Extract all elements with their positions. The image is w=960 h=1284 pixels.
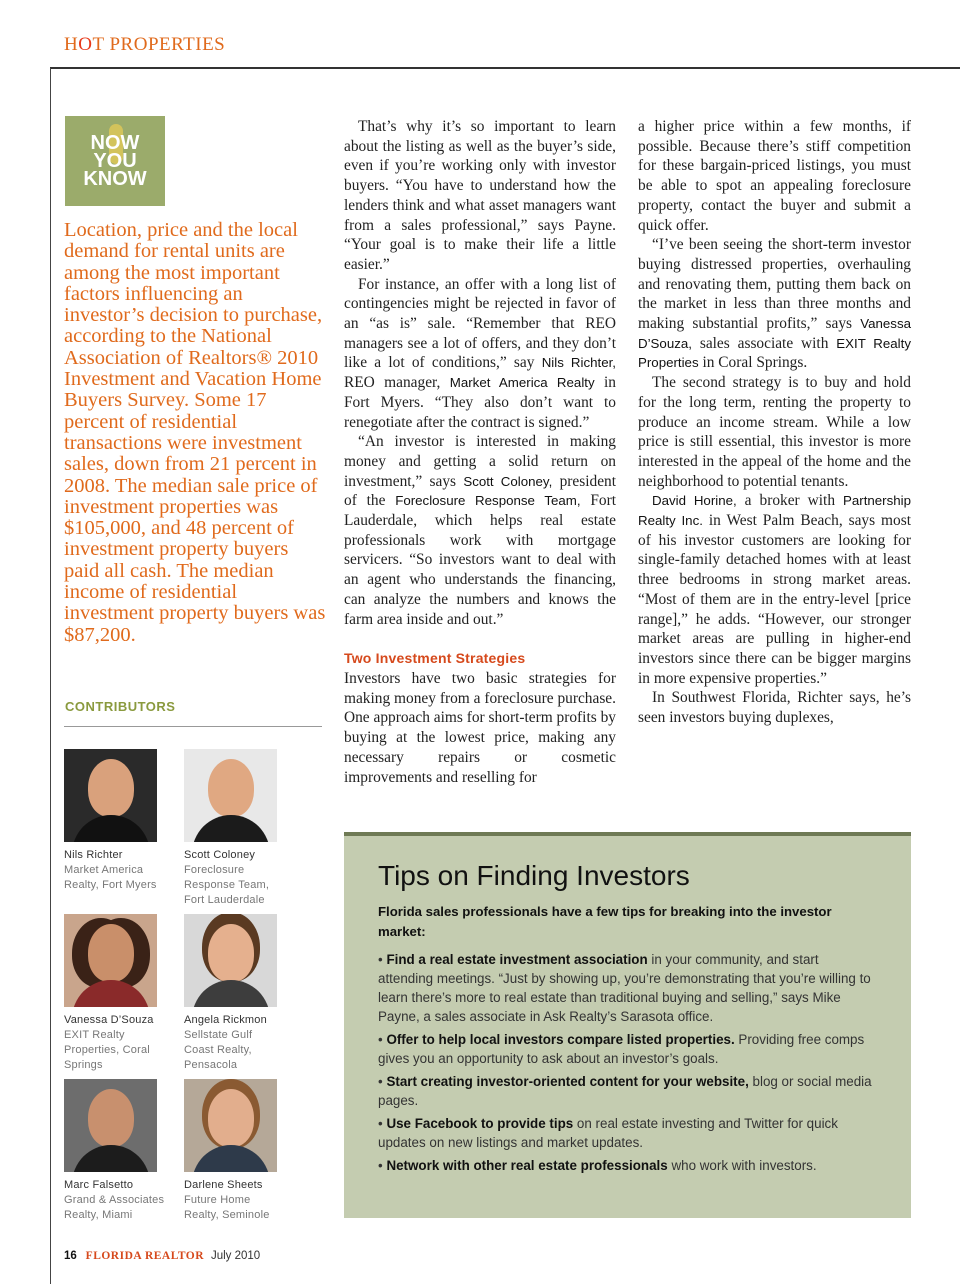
now-you-know-box [65, 116, 165, 206]
article-column-1 [344, 117, 616, 787]
contributor-affiliation: Grand & Associates Realty, Miami [64, 1194, 165, 1221]
contributor-card [64, 749, 184, 893]
contributor-card [64, 1079, 184, 1223]
person-name: Nils Richter, [541, 355, 617, 371]
company-name: Foreclosure Response Team, [395, 493, 581, 509]
now-you-know-word: NOW [90, 132, 140, 154]
article-paragraph: David Horine, a broker with Partnership Realty Inc. in West Palm Beach, says most of his investor customers are looking for single-family detached homes with at least three bedrooms in strong market areas. “Most of them are in the entry-level [price range],” he adds. “However, our stronger market areas are pulling in higher-end investors since there can be bigger margins in more expensive properties.” [638, 492, 911, 687]
tips-sidebar [344, 832, 911, 1218]
contributor-name: Nils Richter [64, 849, 123, 861]
contributor-photo [184, 749, 277, 842]
bullet-icon: • [378, 952, 383, 967]
article-column-2 [638, 117, 911, 728]
company-name: Market America Realty [449, 375, 595, 391]
article-paragraph: In Southwest Florida, Richter says, he’s seen investors buying duplexes, [638, 689, 911, 727]
header-prefix: H [64, 34, 79, 55]
contributor-card [184, 749, 304, 908]
contributors-rule [64, 726, 322, 727]
tip-item: • Find a real estate investment association in your community, and start attending meetings. “Just by showing up, you’re demonstrating that you’re willing to learn there’s more to real estate than traditional buying and selling,” says Mike Payne, a sales associate in Ask Realty’s Sarasota office. [378, 952, 871, 1024]
company-name: Partnership Realty Inc. [638, 493, 911, 529]
tip-item: • Offer to help local investors compare listed properties. Providing free comps gives you an opportunity to ask about an investor’s goals. [378, 1032, 865, 1066]
contributor-name: Scott Coloney [184, 849, 256, 861]
contributor-name: Marc Falsetto [64, 1179, 134, 1191]
flame-icon: O [78, 34, 93, 55]
bullet-icon: • [378, 1158, 383, 1173]
contributor-photo [64, 749, 157, 842]
section-header [64, 34, 225, 56]
article-paragraph: The second strategy is to buy and hold for the long term, renting the property to produce an income stream. While a low price is still essential, this investor is more interested in the appeal of the home and the neighborhood to potential tenants. [638, 374, 911, 490]
contributor-photo [184, 1079, 277, 1172]
contributor-name: Angela Rickmon [184, 1014, 267, 1026]
person-name: David Horine, [652, 493, 737, 509]
tips-title: Tips on Finding Investors [378, 860, 690, 891]
contributor-card [64, 914, 184, 1073]
article-paragraph: For instance, an offer with a long list of contingencies might be rejected in favor of an “as is” sale. “Remember that REO managers see a lot of offers, and they don’t like a lot of conditions,” say Nils Richter, REO manager, Market America Realty in Fort Myers. “They also don’t want to renegotiate after the contract is signed.” [344, 275, 617, 431]
bullet-icon: • [378, 1032, 383, 1047]
article-paragraph: a higher price within a few months, if possible. Because there’s stiff competition for these bargain-priced listings, you must be able to spot an appealing foreclosure property, contact the buyer and submit a quick offer. [638, 118, 911, 234]
contributor-photo [184, 914, 277, 1007]
contributor-affiliation: Market America Realty, Fort Myers [64, 864, 157, 891]
article-paragraph: Investors have two basic strategies for making money from a foreclosure purchase. One approach aims for short-term profits by buying at the lowest price, making any necessary repairs or cosmetic improvements and reselling for [344, 669, 616, 786]
page-number: 16 [64, 1250, 77, 1262]
tip-item: • Network with other real estate professionals who work with investors. [378, 1158, 817, 1173]
now-you-know-word: YOU [93, 150, 137, 172]
sidebar-fact-text: Location, price and the local demand for rental units are among the most important factors influencing an investor’s decision to purchase, according to the National Association of Realtors® 2010 Investment and Vacation Home Buyers Survey. Some 17 percent of residential transactions were investment sales, down from 21 percent in 2008. The median sale price of investment properties was $105,000, and 48 percent of investment property buyers paid all cash. The median income of residential investment property buyers was $87,200. [64, 219, 326, 646]
header-rule [50, 67, 960, 69]
contributor-name: Vanessa D’Souza [64, 1014, 154, 1026]
contributors-heading: CONTRIBUTORS [65, 699, 176, 714]
header-suffix: T PROPERTIES [92, 34, 226, 55]
contributor-name: Darlene Sheets [184, 1179, 263, 1191]
article-subhead: Two Investment Strategies [344, 650, 526, 667]
bullet-icon: • [378, 1074, 383, 1089]
contributor-affiliation: EXIT Realty Properties, Coral Springs [64, 1029, 150, 1071]
issue-date: July 2010 [210, 1250, 261, 1262]
article-paragraph: “An investor is interested in making money and getting a solid return on investment,” says Scott Coloney, president of the Foreclosure Response Team, Fort Lauderdale, which helps real estate professionals work with mortgage servicers. “So investors want to deal with an agent who understands the financing, can analyze the numbers and knows the farm area inside and out.” [344, 433, 616, 628]
tip-item: • Use Facebook to provide tips on real estate investing and Twitter for quick updates on new listings and market updates. [378, 1116, 838, 1150]
person-name: Scott Coloney, [463, 473, 553, 489]
now-you-know-label [65, 134, 165, 188]
person-name: Vanessa D’Souza, [638, 316, 911, 351]
tips-intro: Florida sales professionals have a few tips for breaking into the investor market: [378, 904, 832, 939]
company-name: EXIT Realty Properties [638, 335, 911, 371]
page-footer [64, 1250, 260, 1262]
contributor-card [184, 914, 304, 1073]
contributor-affiliation: Sellstate Gulf Coast Realty, Pensacola [184, 1029, 253, 1071]
contributor-card [184, 1079, 304, 1223]
contributor-photo [64, 1079, 157, 1172]
contributor-photo [64, 914, 157, 1007]
bullet-icon: • [378, 1116, 383, 1131]
contributor-affiliation: Future Home Realty, Seminole [184, 1194, 270, 1221]
article-paragraph: “I’ve been seeing the short-term investor buying distressed properties, overhauling and renovating them, putting them back on the market in less than three months and making substantial profits,” says Vanessa D’Souza, sales associate with EXIT Realty Properties in Coral Springs. [638, 236, 911, 372]
magazine-name: FLORIDA REALTOR [85, 1250, 205, 1262]
now-you-know-word: KNOW [83, 168, 147, 190]
contributor-affiliation: Foreclosure Response Team, Fort Lauderdale [184, 864, 270, 906]
article-paragraph: That’s why it’s so important to learn about the listing as well as the buyer’s side, even if you’re working only with investor buyers. “You have to understand how the lenders think and what asset managers want from a sales professional,” says Payne. “Your goal is to make their life a little easier.” [344, 118, 616, 273]
left-margin-rule [50, 68, 51, 1284]
tip-item: • Start creating investor-oriented content for your website, blog or social media pages. [378, 1074, 872, 1108]
